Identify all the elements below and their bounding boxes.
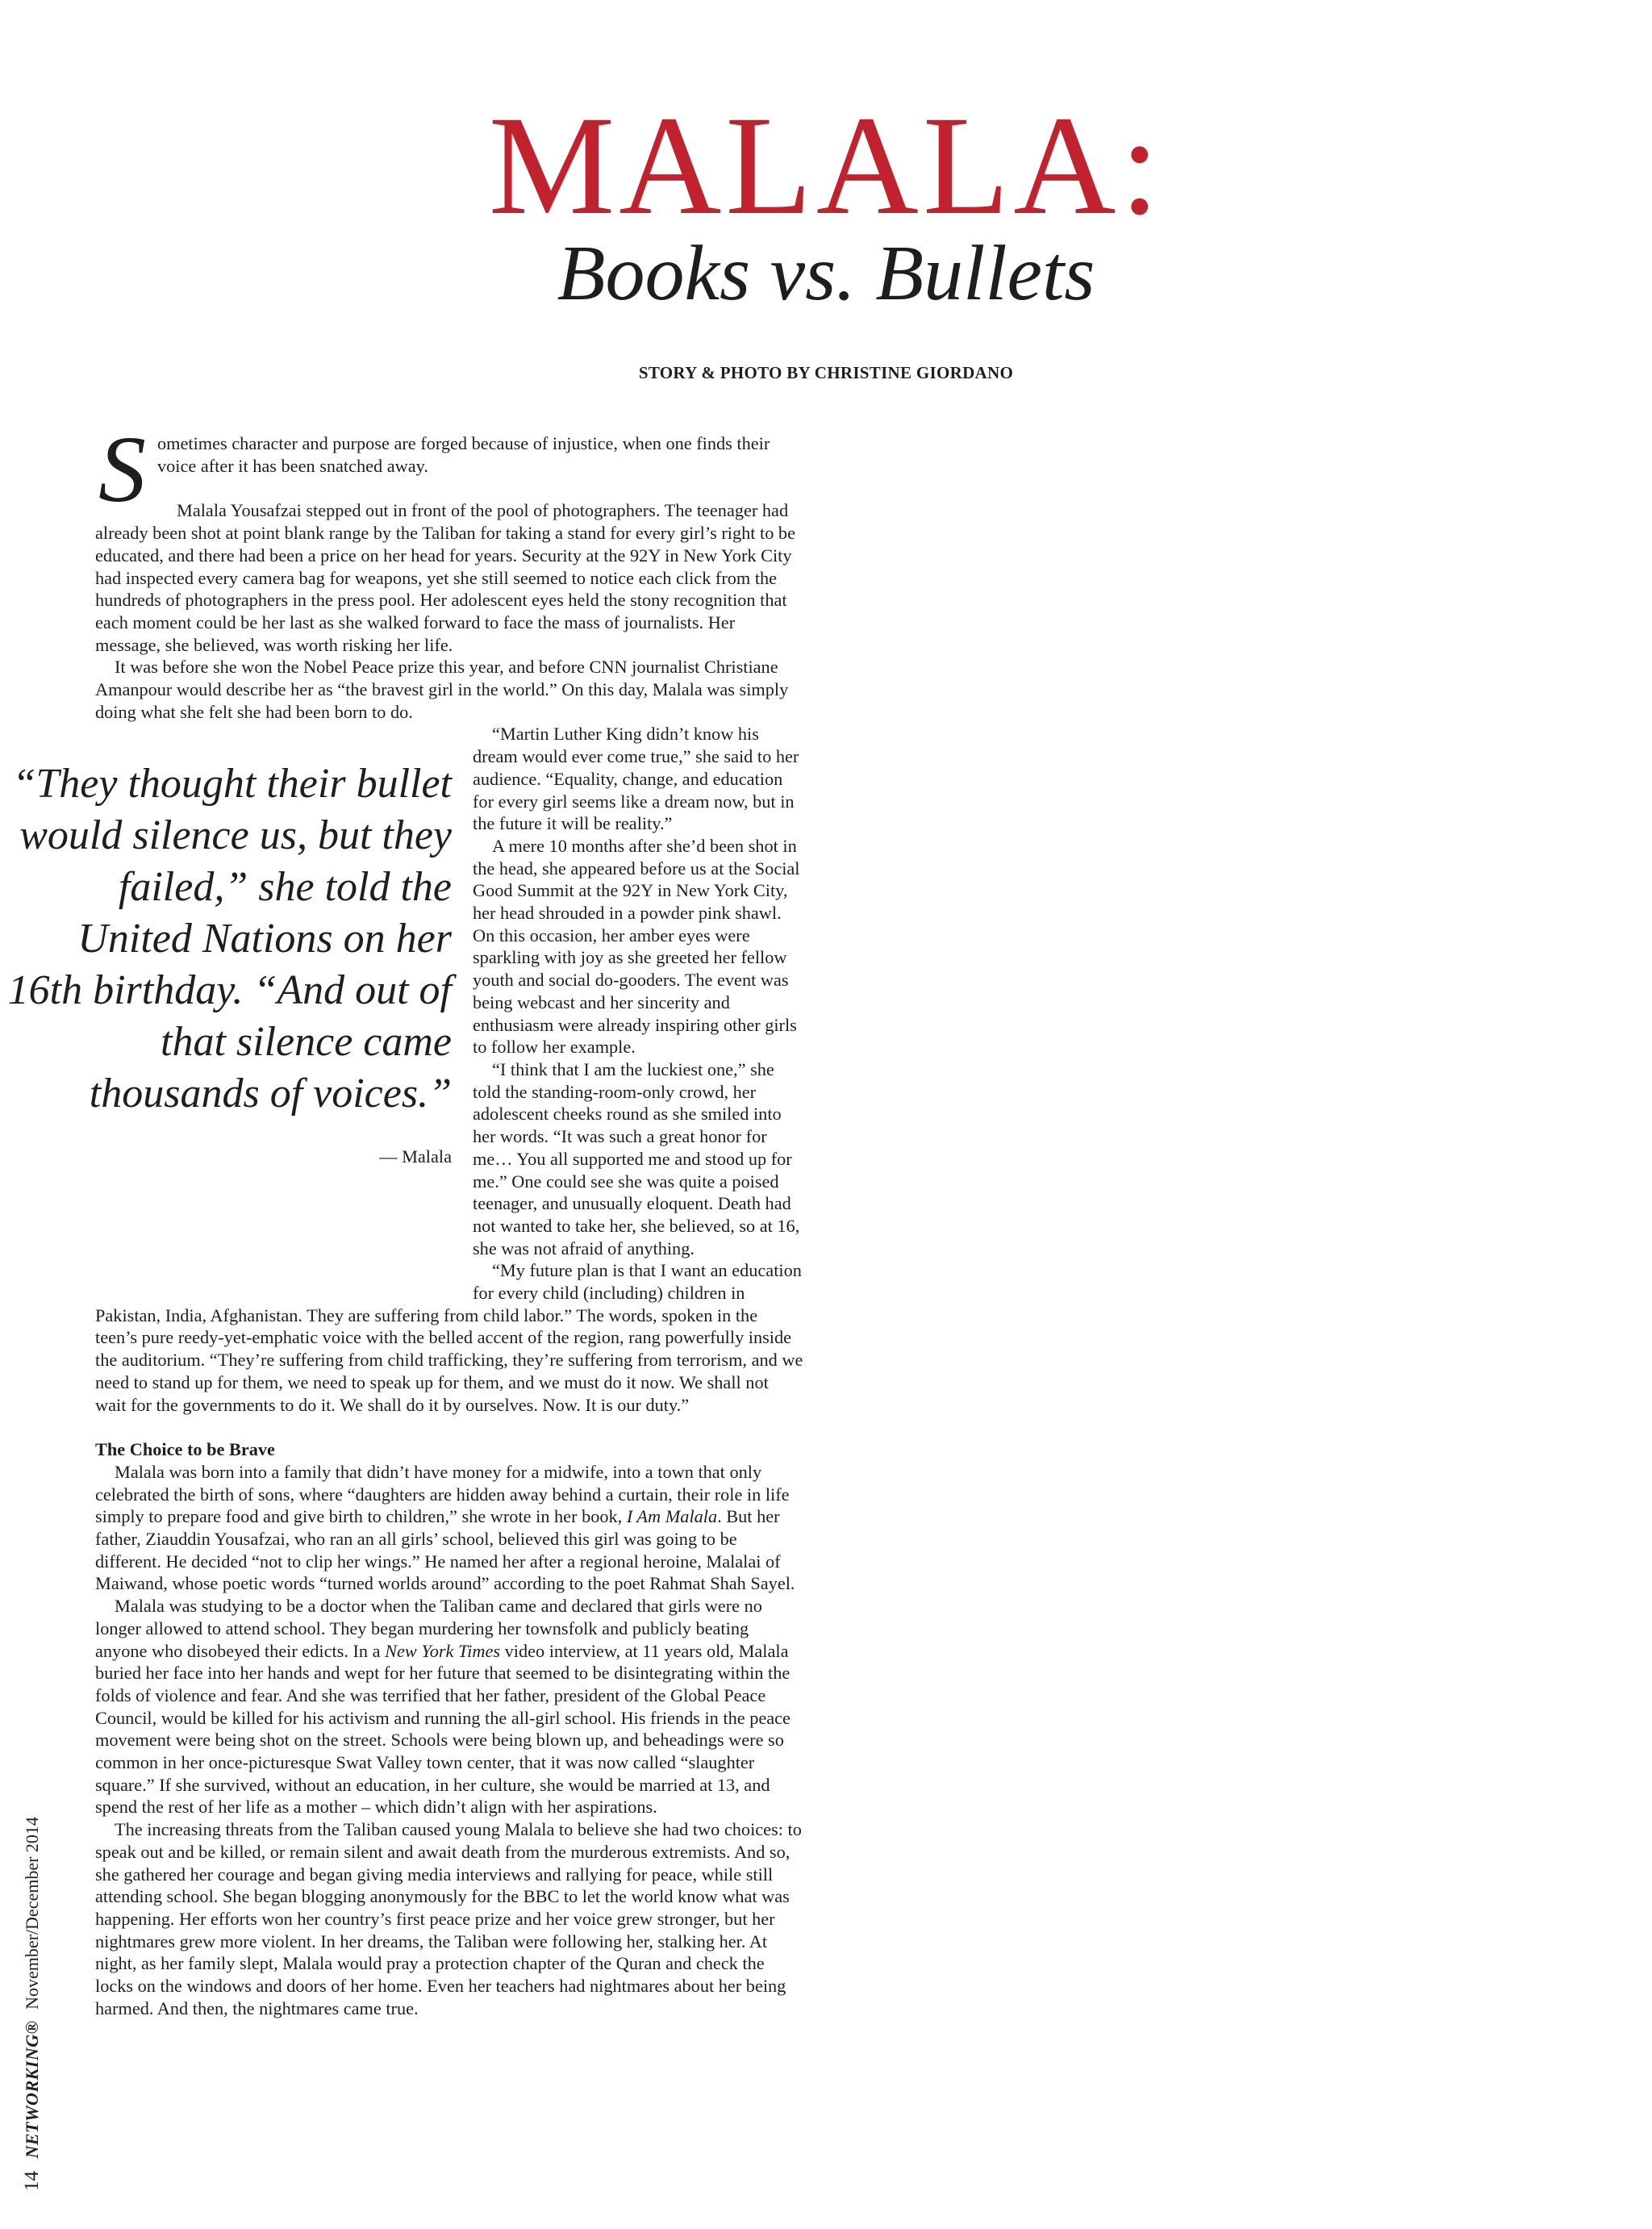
body-paragraph [95, 1595, 803, 1818]
body-paragraph: “My future plan is that I want an education for every child (including) children in Pakistan, India, Afghanistan. They are suffering from child labor.” The words, spoken in the teen’s pure reedy-yet-emphatic voice with the belled accent of the region, rang powerfully inside the auditorium. “They’re suffering from child trafficking, they’re suffering from terrorism, and we need to stand up for them, we need to speak up for them, and we must do it now. We shall not wait for the governments to do it. We shall do it by ourselves. Now. It is our duty.” [95, 1260, 803, 1415]
body-paragraph [95, 1461, 803, 1595]
body-text: video interview, at 11 years old, Malala buried her face into her hands and wept for her future that seemed to be disintegrating within the folds of violence and fear. And she was terrified that her father, president of the Global Peace Council, would be killed for his activism and running the all-girl school. His friends in the peace movement were being shot on the street. Schools were being blown up, and beheadings were so common in her once-picturesque Swat Valley town center, that it was now called “slaughter square.” If she survived, without an education, in her culture, she would be married at 13, and spend the rest of her life as a mother – which didn’t align with her aspirations. [95, 1640, 791, 1818]
publication-name: New York Times [385, 1640, 501, 1661]
page-number: 14 [21, 2171, 43, 2191]
body-paragraph: A mere 10 months after she’d been shot in the head, she appeared before us at the Social Good Summit at the 92Y in New York City, her head shrouded in a powder pink shawl. On this occasion, her amber eyes were sparkling with joy as she greeted her fellow youth and social do-gooders. The event was being webcast and her sincerity and enthusiasm were already inspiring other girls to follow her example. [473, 835, 800, 1058]
pull-quote-left [0, 723, 452, 1292]
body-paragraph: Malala Yousafzai stepped out in front of the pool of photographers. The teenager had already been shot at point blank range by the Taliban for taking a stand for every girl’s right to be educated, and there had been a price on her head for years. Security at the 92Y in New York City had inspected every camera bag for weapons, yet she still seemed to notice each click from the hundreds of photographers in the press pool. Her adolescent eyes held the stony recognition that each moment could be her last as she walked forward to face the mass of journalists. Her message, she believed, was worth risking her life. [95, 500, 795, 655]
intro-paragraph [95, 416, 803, 522]
body-paragraph: “I think that I am the luckiest one,” she told the standing-room-only crowd, her adolescent cheeks round as she smiled into her words. “It was such a great honor for me… You all supported me and stood up for me.” One could see she was quite a poised teenager, and unusually eloquent. Death had not wanted to take her, she believed, so at 16, she was not afraid of anything. [473, 1058, 800, 1259]
page-folio [21, 1817, 44, 2191]
body-paragraph: “Martin Luther King didn’t know his dream would ever come true,” she said to her audience. “Equality, change, and education for every girl seems like a dream now, but in the future it will be reality.” [473, 724, 799, 834]
magazine-name: NETWORKING® [22, 2020, 42, 2159]
pull-quote-attribution: — Malala [379, 1146, 452, 1167]
section-heading-choice: The Choice to be Brave [95, 1439, 275, 1460]
intro-text: ometimes character and purpose are forged because of injustice, when one finds their voice after it has been snatched away. [157, 433, 770, 476]
byline: STORY & PHOTO BY CHRISTINE GIORDANO [638, 363, 1014, 382]
body-paragraph-with-pull-quote [95, 656, 803, 723]
body-text: Malala was studying to be a doctor when the Taliban came and declared that girls were no longer allowed to attend school. They began murdering her townsfolk and publicly beating anyone who disobeyed their edicts. In a [95, 1596, 762, 1661]
issue-date: November/December 2014 [22, 1817, 42, 2010]
body-text: . But her father, Ziauddin Yousafzai, who ran an all girls’ school, believed this girl was going to be different. He decided “not to clip her wings.” He named her after a regional heroine, Malalai of Maiwand, whose poetic words “turned worlds around” according to the poet Rahmat Shah Sayel. [95, 1506, 795, 1594]
article-title: MALALA: [488, 87, 1164, 244]
article-subtitle: Books vs. Bullets [557, 230, 1095, 317]
body-paragraph-text: It was before she won the Nobel Peace prize this year, and before CNN journalist Christiane Amanpour would describe her as “the bravest girl in the world.” On this day, Malala was simply doing what she felt she had been born to do. [95, 657, 789, 722]
body-paragraph-continued: The increasing threats from the Taliban caused young Malala to believe she had two choices: to speak out and be killed, or remain silent and await death from the murderous extremists. And so, she gathered her courage and began giving media interviews and rallying for peace, while still attending school. She began blogging anonymously for the BBC to let the world know what was happening. Her efforts won her country’s first peace prize and her voice grew stronger, but her nightmares grew more violent. In her dreams, the Taliban were following her, stalking her. At night, as her family slept, Malala would pray a protection chapter of the Quran and check the locks on the windows and doors of her home. Even her teachers had nightmares about her being harmed. And then, the nightmares came true. [95, 1819, 802, 2018]
body-text: Malala was born into a family that didn’t have money for a midwife, into a town that only celebrated the birth of sons, where “daughters are hidden away behind a curtain, their role in life simply to prepare food and give birth to children,” she wrote in her book, [95, 1461, 790, 1527]
pull-quote-text: “They thought their bullet would silence us, but they failed,” she told the United Nations on her 16th birthday. “And out of that silence came thousands of voices.” [7, 761, 452, 1117]
drop-cap: S [98, 416, 146, 522]
book-title: I Am Malala [626, 1506, 718, 1527]
